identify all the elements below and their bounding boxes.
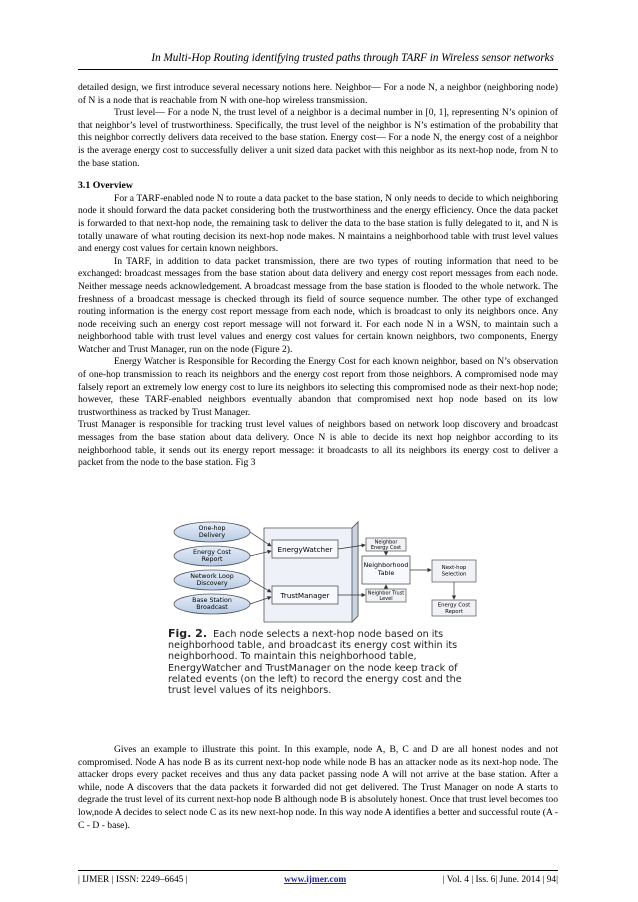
section-heading: 3.1 Overview	[78, 180, 133, 192]
paragraph-overview-2: In TARF, in addition to data packet transmission, there are two types of routing information that need to be exchanged: broadcast messages from the base station about data delivery and energy cost report messages from each node. Neither message needs acknowledgement. A broadcast message from the base station is flooded to the whole network. The freshness of a broadcast message is checked through its field of source sequence number. The other type of exchanged routing information is the energy cost report message from each node, which is broadcast to only its neighbors once. Any node receiving such an energy cost report message will not forward it. For each node N in a WSN, to maintain such a neighborhood table with trust level values and energy cost values for certain known neighbors, two components, Energy Watcher and Trust Manager, run on the node (Figure 2).	[78, 255, 558, 355]
neighbor-trust-level-label: Neighbor Trust Level	[367, 590, 405, 602]
header-rule	[78, 69, 558, 70]
event-label: Base Station Broadcast	[192, 597, 232, 611]
trustmanager-label: TrustManager	[280, 591, 330, 600]
neighbor-energy-cost-label: Neighbor Energy Cost	[370, 539, 402, 551]
figure-caption-text: Each node selects a next-hop node based on its neighborhood table, and broadcast its energy cost within its neighborhood. To maintain this neighborhood table, EnergyWatcher and TrustManager on the node keep track of related events (on the left) to record the energy cost and the trust level values of its neighbors.	[168, 629, 462, 697]
paragraph-notions: detailed design, we first introduce several necessary notions here. Neighbor— For a node N, a neighbor (neighboring node) of N is a node that is reachable from N with one-hop wireless transmission.	[78, 82, 558, 106]
event-label: Network Loop Discovery	[190, 573, 234, 587]
body-text-top	[78, 82, 558, 470]
figure-caption-label: Fig. 2.	[168, 627, 207, 640]
next-hop-selection-label: Next-hop Selection	[441, 565, 467, 578]
neighborhood-table-label: Neighborhood Table	[363, 561, 409, 577]
paragraph-overview-1: For a TARF-enabled node N to route a data packet to the base station, N only needs to decide to which neighboring node it should forward the data packet considering both the trustworthiness and the energy efficiency. Once the data packet is forwarded to that next-hop node, the remaining task to deliver the data to the base station is fully delegated to it, and N is totally unaware of what routing decision its next-hop node makes. N maintains a neighborhood table with trust level values and energy cost values for certain known neighbors.	[78, 192, 558, 255]
paragraph-trust-level: Trust level— For a node N, the trust level of a neighbor is a decimal number in [0, 1], representing N’s opinion of that neighbor’s level of trustworthiness. Specifically, the trust level of the neighbor is N’s estimation of the probability that this neighbor correctly delivers data received to the base station. Energy cost— For a node N, the energy cost of a neighbor is the average energy cost to successfully deliver a unit sized data packet with this neighbor as its next-hop node, from N to the base station.	[78, 107, 558, 169]
spacer	[78, 170, 558, 180]
energy-cost-report-label: Energy Cost Report	[437, 602, 471, 615]
paragraph-example: Gives an example to illustrate this point. In this example, node A, B, C and D are all honest nodes and not compromised. Node A has node B as its current next-hop node while node B has an attacker node as its next-hop node. The attacker drops every packet receives and thus any data packet passing node A will not arrive at the base station. After a while, node A discovers that the data packets it forwarded did not get delivered. The Trust Manager on node A starts to degrade the trust level of its current next-hop node B although node B is absolutely honest. Once that trust level becomes too low,node A decides to select node C as its new next-hop node. In this way node A identifies a better and successful route (A - C - D - base).	[78, 744, 558, 831]
energywatcher-label: EnergyWatcher	[277, 545, 333, 554]
figure-caption	[168, 628, 483, 696]
event-label: One-hop Delivery	[198, 525, 226, 539]
event-ovals	[174, 522, 250, 614]
paragraph-energy-watcher: Energy Watcher is Responsible for Recording the Energy Cost for each known neighbor, based on N’s observation of one-hop transmission to reach its neighbors and the energy cost report from those neighbors. A compromised node may falsely report an extremely low energy cost to lure its neighbors ito selecting this compromised node as their next-hop node; however, these TARF-enabled neighbors eventually abandon that compromised next hop node based on its low trustworthiness as tracked by Trust Manager.	[78, 356, 558, 418]
body-text-bottom	[78, 744, 558, 832]
footer-issue: | Vol. 4 | Iss. 6| June. 2014 | 94|	[442, 875, 558, 885]
footer-journal: | IJMER | ISSN: 2249–6645 |	[78, 875, 188, 885]
footer-site-link[interactable]: www.ijmer.com	[284, 875, 347, 885]
footer-rule	[78, 870, 558, 871]
page-footer	[78, 875, 558, 885]
running-header: In Multi-Hop Routing identifying trusted paths through TARF in Wireless sensor networks	[151, 52, 554, 64]
event-label: Energy Cost Report	[192, 549, 232, 563]
paragraph-trust-manager: Trust Manager is responsible for tracking trust level values of neighbors based on network loop discovery and broadcast messages from the base station about data delivery. Once N is able to decide its next hop neighbor according to its neighborhood table, it sends out its energy report message: it broadcasts to all its neighbors its energy cost to deliver a packet from the node to the base station. Fig 3	[78, 419, 558, 469]
node-box	[264, 522, 358, 622]
